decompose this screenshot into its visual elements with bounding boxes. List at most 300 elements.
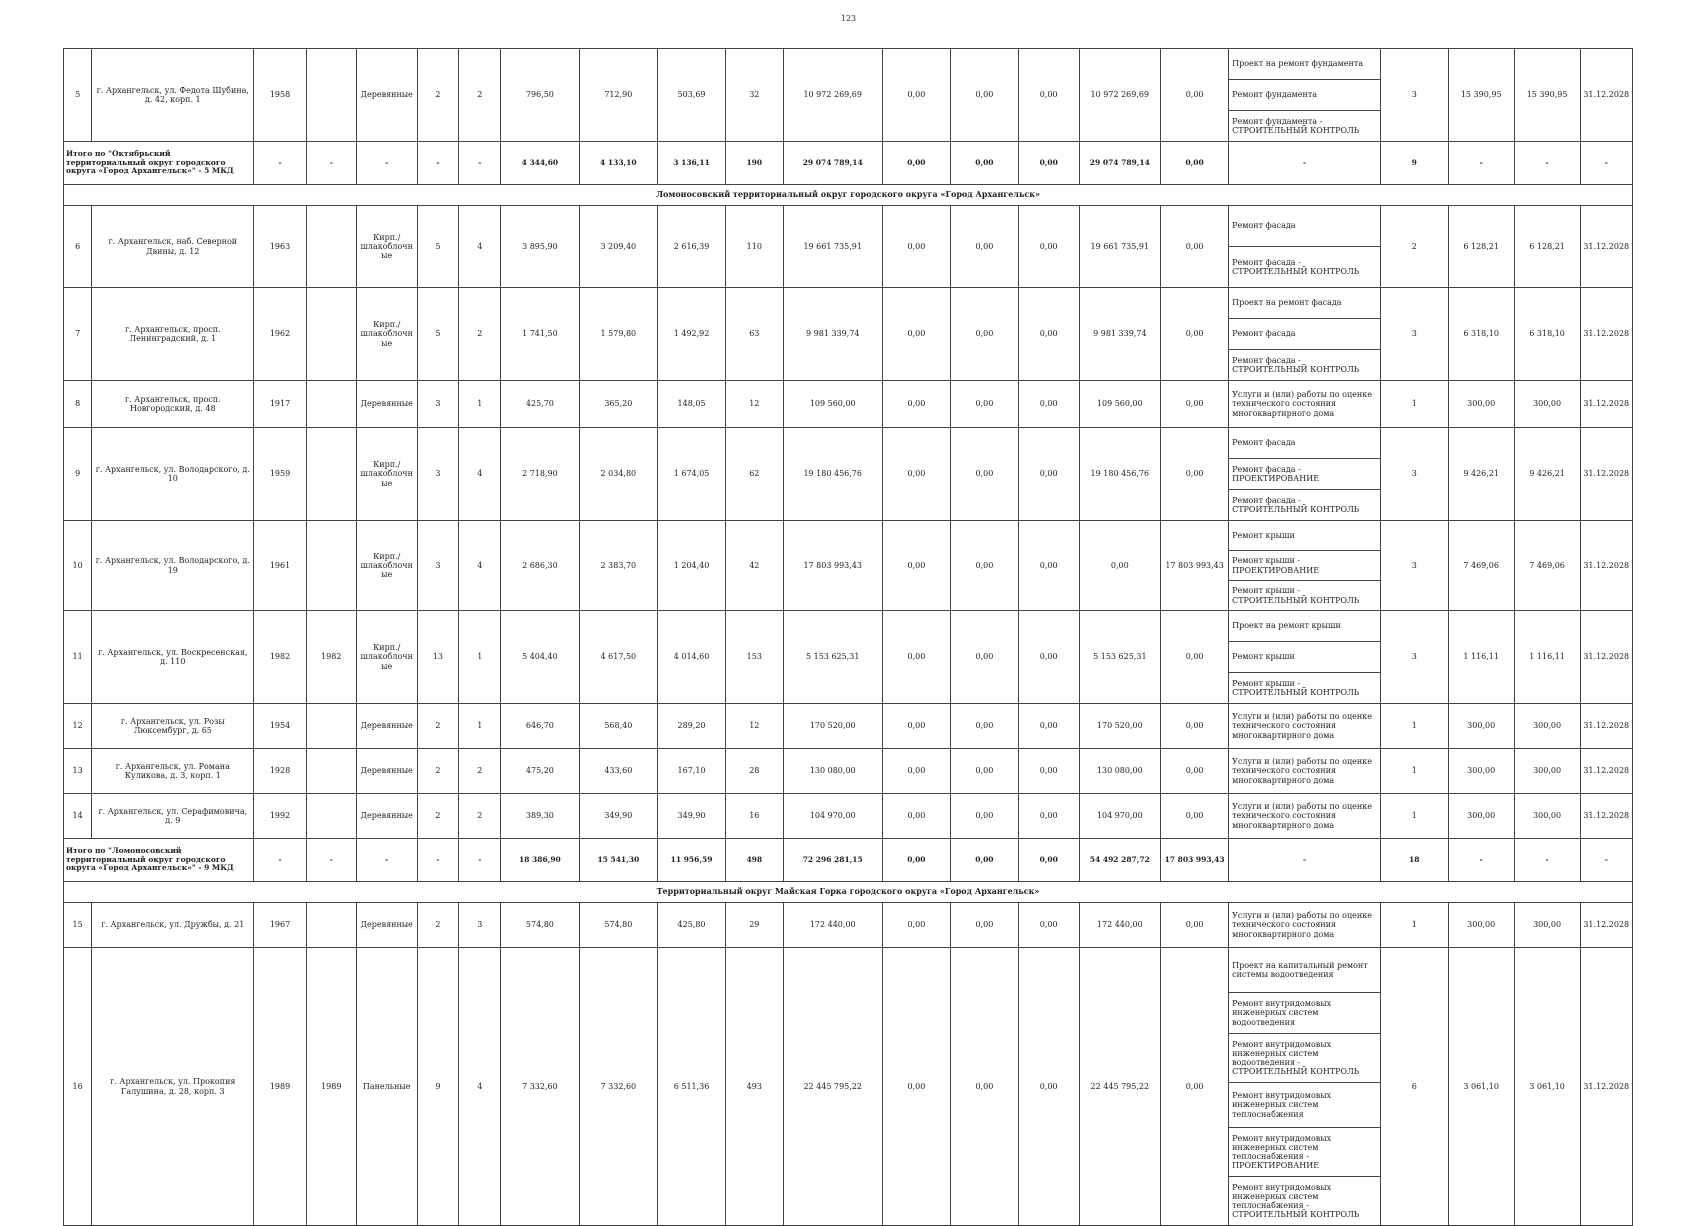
work-type-cell: Услуги и (или) работы по оценке технического состояния многоквартирного дома [1229,704,1381,749]
work-type-cell: Услуги и (или) работы по оценке технического состояния многоквартирного дома [1229,381,1381,428]
cell-reg: 0,00 [1161,948,1229,1226]
building-row [64,794,1633,839]
work-type-cell: Ремонт крыши - СТРОИТЕЛЬНЫЙ КОНТРОЛЬ [1229,673,1381,704]
cell-cost: 104 970,00 [783,794,882,839]
cell-mat: Панельные [356,948,417,1226]
cell-res: 42 [726,521,784,611]
cell-date: 31.12.2028 [1580,794,1632,839]
cell-a2: 2 383,70 [579,521,657,611]
cell-cost: 17 803 993,43 [783,521,882,611]
cell-f1: 0,00 [882,49,950,142]
cell-a1: 1 741,50 [501,288,579,381]
cell-a3: 1 492,92 [658,288,726,381]
cell-n: 9 [64,428,92,521]
cell-f1: 0,00 [882,794,950,839]
total-a1: 18 386,90 [501,839,579,882]
cell-floors: 2 [417,794,459,839]
cell-rec [306,521,356,611]
cell-a2: 568,40 [579,704,657,749]
dash-cell: - [306,839,356,882]
cell-reg: 17 803 993,43 [1161,521,1229,611]
cell-date: 31.12.2028 [1580,288,1632,381]
work-type-cell: Ремонт фасада [1229,206,1381,247]
cell-cost: 130 080,00 [783,749,882,794]
cell-unit: 15 390,95 [1448,49,1514,142]
cell-addr: г. Архангельск, ул. Володарского, д. 19 [92,521,254,611]
cell-reg: 0,00 [1161,903,1229,948]
cell-mat: Деревянные [356,903,417,948]
cell-res: 62 [726,428,784,521]
cell-addr: г. Архангельск, ул. Серафимовича, д. 9 [92,794,254,839]
cell-floors: 3 [417,381,459,428]
cell-year: 1928 [254,749,306,794]
cell-f1: 0,00 [882,288,950,381]
cell-n: 5 [64,49,92,142]
dash-cell: - [306,142,356,185]
cell-f2: 0,00 [950,948,1018,1226]
cell-cost: 5 153 625,31 [783,611,882,704]
cell-own: 5 153 625,31 [1079,611,1161,704]
cell-own: 0,00 [1079,521,1161,611]
total-a2: 4 133,10 [579,142,657,185]
cell-addr: г. Архангельск, ул. Дружбы, д. 21 [92,903,254,948]
total-cnt: 18 [1380,839,1448,882]
dash-cell: - [1580,839,1632,882]
cell-floors: 2 [417,903,459,948]
cell-cnt: 3 [1380,611,1448,704]
cell-f1: 0,00 [882,903,950,948]
cell-a1: 5 404,40 [501,611,579,704]
cell-a3: 289,20 [658,704,726,749]
cell-mat: Кирп./ шлакоблочные [356,206,417,288]
cell-mat: Деревянные [356,381,417,428]
dash-cell: - [1580,142,1632,185]
dash-cell: - [417,142,459,185]
building-row [64,288,1633,319]
cell-a3: 148,05 [658,381,726,428]
total-a3: 11 956,59 [658,839,726,882]
cell-f1: 0,00 [882,749,950,794]
cell-n: 7 [64,288,92,381]
capital-repair-table [63,48,1633,1226]
cell-unit: 6 128,21 [1448,206,1514,288]
cell-max: 3 061,10 [1514,948,1580,1226]
cell-f3: 0,00 [1018,381,1079,428]
work-type-cell: Ремонт фундамента - СТРОИТЕЛЬНЫЙ КОНТРОЛЬ [1229,111,1381,142]
cell-date: 31.12.2028 [1580,749,1632,794]
cell-unit: 300,00 [1448,903,1514,948]
cell-ent: 2 [459,288,501,381]
cell-ent: 2 [459,794,501,839]
total-label: Итого по "Ломоносовский территориальный округ городского округа «Город Архангельск»" - 9 МКД [64,839,254,882]
cell-year: 1959 [254,428,306,521]
cell-a1: 389,30 [501,794,579,839]
cell-max: 1 116,11 [1514,611,1580,704]
cell-floors: 13 [417,611,459,704]
section-header-row [64,882,1633,903]
dash-cell: - [1448,142,1514,185]
dash-cell: - [1229,142,1381,185]
cell-date: 31.12.2028 [1580,903,1632,948]
cell-year: 1917 [254,381,306,428]
building-row [64,381,1633,428]
cell-f2: 0,00 [950,704,1018,749]
cell-mat: Деревянные [356,794,417,839]
cell-unit: 300,00 [1448,749,1514,794]
total-row [64,839,1633,882]
cell-cost: 170 520,00 [783,704,882,749]
cell-reg: 0,00 [1161,749,1229,794]
cell-n: 8 [64,381,92,428]
total-f3: 0,00 [1018,839,1079,882]
cell-res: 32 [726,49,784,142]
work-type-cell: Ремонт фасада - ПРОЕКТИРОВАНИЕ [1229,459,1381,490]
cell-floors: 5 [417,206,459,288]
cell-own: 19 180 456,76 [1079,428,1161,521]
cell-own: 9 981 339,74 [1079,288,1161,381]
cell-n: 15 [64,903,92,948]
building-row [64,948,1633,993]
cell-a1: 425,70 [501,381,579,428]
cell-unit: 300,00 [1448,794,1514,839]
dash-cell: - [1448,839,1514,882]
cell-unit: 300,00 [1448,704,1514,749]
cell-ent: 4 [459,206,501,288]
cell-own: 130 080,00 [1079,749,1161,794]
work-type-cell: Ремонт фасада [1229,428,1381,459]
cell-cnt: 1 [1380,381,1448,428]
cell-year: 1962 [254,288,306,381]
cell-ent: 1 [459,381,501,428]
cell-date: 31.12.2028 [1580,948,1632,1226]
cell-addr: г. Архангельск, ул. Прокопия Галушина, д. 28, корп. 3 [92,948,254,1226]
dash-cell: - [254,142,306,185]
building-row [64,521,1633,551]
cell-cost: 19 661 735,91 [783,206,882,288]
cell-ent: 3 [459,903,501,948]
cell-f3: 0,00 [1018,903,1079,948]
cell-f2: 0,00 [950,381,1018,428]
dash-cell: - [1229,839,1381,882]
cell-own: 170 520,00 [1079,704,1161,749]
cell-f2: 0,00 [950,611,1018,704]
cell-f1: 0,00 [882,611,950,704]
dash-cell: - [1514,142,1580,185]
cell-own: 172 440,00 [1079,903,1161,948]
cell-f2: 0,00 [950,288,1018,381]
cell-addr: г. Архангельск, ул. Романа Куликова, д. 3, корп. 1 [92,749,254,794]
cell-addr: г. Архангельск, просп. Новгородский, д. 48 [92,381,254,428]
cell-res: 63 [726,288,784,381]
cell-rec [306,794,356,839]
cell-a1: 574,80 [501,903,579,948]
work-type-cell: Проект на ремонт фундамента [1229,49,1381,80]
cell-year: 1961 [254,521,306,611]
cell-year: 1992 [254,794,306,839]
cell-unit: 1 116,11 [1448,611,1514,704]
work-type-cell: Ремонт крыши - ПРОЕКТИРОВАНИЕ [1229,551,1381,581]
cell-date: 31.12.2028 [1580,521,1632,611]
cell-n: 13 [64,749,92,794]
cell-mat: Деревянные [356,704,417,749]
cell-rec [306,903,356,948]
cell-a2: 365,20 [579,381,657,428]
cell-ent: 2 [459,49,501,142]
cell-reg: 0,00 [1161,704,1229,749]
cell-f3: 0,00 [1018,611,1079,704]
cell-f1: 0,00 [882,381,950,428]
cell-f1: 0,00 [882,948,950,1226]
cell-f1: 0,00 [882,521,950,611]
cell-max: 300,00 [1514,381,1580,428]
work-type-cell: Ремонт крыши - СТРОИТЕЛЬНЫЙ КОНТРОЛЬ [1229,581,1381,611]
work-type-cell: Проект на капитальный ремонт системы водоотведения [1229,948,1381,993]
work-type-cell: Ремонт фасада - СТРОИТЕЛЬНЫЙ КОНТРОЛЬ [1229,350,1381,381]
cell-f3: 0,00 [1018,428,1079,521]
work-type-cell: Ремонт фасада - СТРОИТЕЛЬНЫЙ КОНТРОЛЬ [1229,247,1381,288]
cell-rec: 1989 [306,948,356,1226]
cell-ent: 4 [459,948,501,1226]
cell-f3: 0,00 [1018,288,1079,381]
cell-ent: 1 [459,704,501,749]
cell-a1: 2 686,30 [501,521,579,611]
cell-rec [306,381,356,428]
dash-cell: - [254,839,306,882]
total-a2: 15 541,30 [579,839,657,882]
cell-max: 300,00 [1514,749,1580,794]
total-label: Итого по "Октябрьский территориальный округ городского округа «Город Архангельск»" - 5 МКД [64,142,254,185]
cell-date: 31.12.2028 [1580,428,1632,521]
cell-rec [306,206,356,288]
cell-a3: 4 014,60 [658,611,726,704]
cell-res: 12 [726,704,784,749]
work-type-cell: Услуги и (или) работы по оценке технического состояния многоквартирного дома [1229,794,1381,839]
dash-cell: - [356,142,417,185]
total-cost: 72 296 281,15 [783,839,882,882]
cell-ent: 2 [459,749,501,794]
cell-f2: 0,00 [950,903,1018,948]
cell-mat: Деревянные [356,749,417,794]
work-type-cell: Ремонт внутридомовых инженерных систем теплоснабжения - ПРОЕКТИРОВАНИЕ [1229,1128,1381,1177]
cell-addr: г. Архангельск, наб. Северной Двины, д. 12 [92,206,254,288]
cell-rec [306,288,356,381]
cell-rec [306,749,356,794]
cell-cost: 10 972 269,69 [783,49,882,142]
cell-a3: 425,80 [658,903,726,948]
cell-cnt: 3 [1380,428,1448,521]
cell-a1: 475,20 [501,749,579,794]
cell-unit: 300,00 [1448,381,1514,428]
cell-floors: 2 [417,49,459,142]
cell-max: 300,00 [1514,704,1580,749]
cell-own: 22 445 795,22 [1079,948,1161,1226]
section-header-row [64,185,1633,206]
cell-floors: 3 [417,428,459,521]
cell-reg: 0,00 [1161,49,1229,142]
total-reg: 0,00 [1161,142,1229,185]
cell-a3: 503,69 [658,49,726,142]
cell-a1: 2 718,90 [501,428,579,521]
cell-cost: 19 180 456,76 [783,428,882,521]
cell-own: 10 972 269,69 [1079,49,1161,142]
cell-a3: 6 511,36 [658,948,726,1226]
cell-a2: 433,60 [579,749,657,794]
cell-reg: 0,00 [1161,794,1229,839]
cell-cnt: 1 [1380,704,1448,749]
building-row [64,903,1633,948]
work-type-cell: Ремонт фундамента [1229,80,1381,111]
cell-own: 109 560,00 [1079,381,1161,428]
cell-res: 29 [726,903,784,948]
cell-f1: 0,00 [882,704,950,749]
work-type-cell: Ремонт фасада - СТРОИТЕЛЬНЫЙ КОНТРОЛЬ [1229,490,1381,521]
cell-rec: 1982 [306,611,356,704]
total-cnt: 9 [1380,142,1448,185]
cell-f3: 0,00 [1018,704,1079,749]
cell-rec [306,704,356,749]
cell-ent: 1 [459,611,501,704]
cell-f2: 0,00 [950,749,1018,794]
dash-cell: - [1514,839,1580,882]
total-a3: 3 136,11 [658,142,726,185]
cell-n: 16 [64,948,92,1226]
total-row [64,142,1633,185]
cell-floors: 2 [417,749,459,794]
cell-floors: 2 [417,704,459,749]
cell-reg: 0,00 [1161,288,1229,381]
dash-cell: - [356,839,417,882]
cell-mat: Кирп./ шлакоблочные [356,288,417,381]
total-a1: 4 344,60 [501,142,579,185]
cell-rec [306,428,356,521]
cell-cost: 109 560,00 [783,381,882,428]
cell-res: 110 [726,206,784,288]
work-type-cell: Ремонт внутридомовых инженерных систем водоотведения - СТРОИТЕЛЬНЫЙ КОНТРОЛЬ [1229,1034,1381,1083]
work-type-cell: Ремонт внутридомовых инженерных систем водоотведения [1229,993,1381,1034]
cell-a1: 7 332,60 [501,948,579,1226]
total-cost: 29 074 789,14 [783,142,882,185]
work-type-cell: Ремонт внутридомовых инженерных систем теплоснабжения [1229,1083,1381,1128]
cell-max: 9 426,21 [1514,428,1580,521]
cell-a3: 1 674,05 [658,428,726,521]
cell-cost: 172 440,00 [783,903,882,948]
total-f1: 0,00 [882,142,950,185]
cell-mat: Кирп./ шлакоблочные [356,428,417,521]
work-type-cell: Услуги и (или) работы по оценке технического состояния многоквартирного дома [1229,749,1381,794]
cell-cnt: 3 [1380,521,1448,611]
total-f3: 0,00 [1018,142,1079,185]
cell-cnt: 6 [1380,948,1448,1226]
cell-cost: 9 981 339,74 [783,288,882,381]
cell-a2: 712,90 [579,49,657,142]
cell-year: 1958 [254,49,306,142]
cell-addr: г. Архангельск, ул. Володарского, д. 10 [92,428,254,521]
total-res: 190 [726,142,784,185]
cell-floors: 5 [417,288,459,381]
cell-floors: 9 [417,948,459,1226]
cell-own: 19 661 735,91 [1079,206,1161,288]
cell-reg: 0,00 [1161,381,1229,428]
cell-res: 153 [726,611,784,704]
cell-addr: г. Архангельск, ул. Розы Люксембург, д. 65 [92,704,254,749]
cell-ent: 4 [459,521,501,611]
building-row [64,704,1633,749]
cell-unit: 7 469,06 [1448,521,1514,611]
cell-reg: 0,00 [1161,206,1229,288]
cell-a3: 1 204,40 [658,521,726,611]
cell-addr: г. Архангельск, просп. Ленинградский, д. 1 [92,288,254,381]
cell-a2: 1 579,80 [579,288,657,381]
total-own: 54 492 287,72 [1079,839,1161,882]
cell-f2: 0,00 [950,521,1018,611]
building-row [64,611,1633,642]
cell-max: 6 318,10 [1514,288,1580,381]
building-row [64,428,1633,459]
cell-f1: 0,00 [882,428,950,521]
cell-a1: 646,70 [501,704,579,749]
cell-a2: 3 209,40 [579,206,657,288]
work-type-cell: Ремонт крыши [1229,642,1381,673]
cell-res: 493 [726,948,784,1226]
cell-date: 31.12.2028 [1580,49,1632,142]
cell-own: 104 970,00 [1079,794,1161,839]
cell-mat: Кирп./ шлакоблочные [356,521,417,611]
cell-floors: 3 [417,521,459,611]
cell-a2: 349,90 [579,794,657,839]
total-f2: 0,00 [950,142,1018,185]
cell-cnt: 1 [1380,794,1448,839]
cell-a1: 796,50 [501,49,579,142]
dash-cell: - [459,839,501,882]
cell-f1: 0,00 [882,206,950,288]
cell-cost: 22 445 795,22 [783,948,882,1226]
total-f1: 0,00 [882,839,950,882]
cell-reg: 0,00 [1161,611,1229,704]
cell-rec [306,49,356,142]
cell-a1: 3 895,90 [501,206,579,288]
cell-n: 11 [64,611,92,704]
cell-cnt: 3 [1380,288,1448,381]
cell-date: 31.12.2028 [1580,611,1632,704]
cell-unit: 6 318,10 [1448,288,1514,381]
cell-max: 6 128,21 [1514,206,1580,288]
cell-f3: 0,00 [1018,948,1079,1226]
cell-n: 12 [64,704,92,749]
cell-a3: 167,10 [658,749,726,794]
cell-f3: 0,00 [1018,49,1079,142]
total-f2: 0,00 [950,839,1018,882]
cell-mat: Кирп./ шлакоблочные [356,611,417,704]
cell-max: 300,00 [1514,794,1580,839]
cell-max: 300,00 [1514,903,1580,948]
building-row [64,49,1633,80]
cell-f2: 0,00 [950,206,1018,288]
cell-f3: 0,00 [1018,794,1079,839]
total-own: 29 074 789,14 [1079,142,1161,185]
cell-year: 1967 [254,903,306,948]
cell-f3: 0,00 [1018,521,1079,611]
work-type-cell: Проект на ремонт фасада [1229,288,1381,319]
cell-unit: 9 426,21 [1448,428,1514,521]
section-title: Территориальный округ Майская Горка городского округа «Город Архангельск» [64,882,1633,903]
total-reg: 17 803 993,43 [1161,839,1229,882]
cell-year: 1954 [254,704,306,749]
cell-mat: Деревянные [356,49,417,142]
work-type-cell: Услуги и (или) работы по оценке технического состояния многоквартирного дома [1229,903,1381,948]
cell-n: 14 [64,794,92,839]
cell-reg: 0,00 [1161,428,1229,521]
cell-ent: 4 [459,428,501,521]
